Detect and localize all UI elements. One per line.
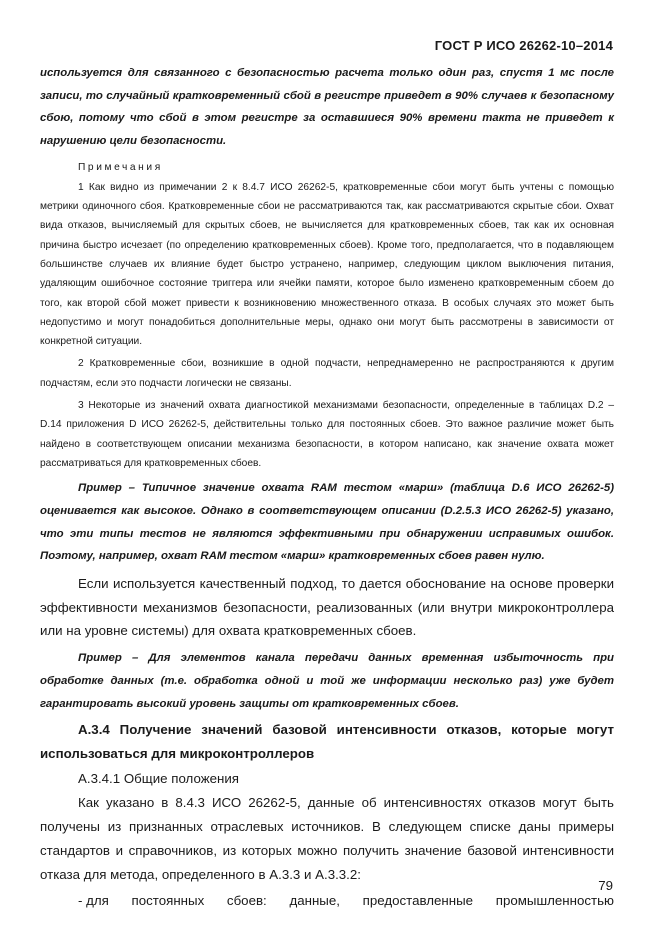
paragraph-sources: Как указано в 8.4.3 ИСО 26262-5, данные об интенсивностях отказов могут быть получены из признанных отраслевых источников. В следующем списке даны примеры стандартов и справочников, из которых можно получить значение базовой интенсивности отказа для метода, определенного в А.3.3 и А.3.3.2: [40, 795, 614, 882]
list-word: промышленностью [495, 893, 614, 909]
note-1: 1 Как видно из примечании 2 к 8.4.7 ИСО 26262-5, кратковременные сбои могут быть учтены с помощью метрики одиночного сбоя. Кратковременные сбои не рассматриваются так, как рассматриваются скрытые сбои. Охват вида отказов, вычисляемый для скрытых сбоев, не вычисляется для кратковременных сбоев, так как их основная причина быстро исчезает (по определению кратковременных сбоев). Кроме того, предполагается, что в подавляющем большинстве случаев их влияние будет быстро устранено, например, следующим циклом выключения питания, удаляющим ошибочное состояние триггера или ячейки памяти, которое было изменено кратковременным сбоем до того, как второй сбой может привести к возникновению множественного отказа. В особых случаях это может быть недопустимо и могут понадобиться дополнительные меры, однако они могут быть рассмотрены в зависимости от конкретной ситуации. [40, 181, 614, 348]
list-item-start [40, 889, 614, 913]
list-word: постоянных [131, 893, 205, 909]
example-1: Пример – Типичное значение охвата RAM тестом «марш» (таблица D.6 ИСО 26262-5) оценивается как высокое. Однако в соответствующем описании (D.2.5.3 ИСО 26262-5) указано, что эти типы тестов не являются эффективными при обнаружении исправимых ошибок. Поэтому, например, охват RAM тестом «марш» кратковременных сбоев равен нулю. [40, 482, 614, 563]
list-word: предоставленные [362, 893, 474, 909]
list-word: данные, [289, 893, 340, 909]
subsection-heading: А.3.4.1 Общие положения [78, 770, 239, 786]
example-2: Пример – Для элементов канала передачи данных временная избыточность при обработке данных (т.е. обработка одной и той же информации несколько раз) уже будет гарантировать высокий уровень защиты от кратковременных сбоев. [40, 652, 614, 710]
document-header: ГОСТ Р ИСО 26262-10–2014 [434, 38, 613, 53]
page-number: 79 [598, 878, 613, 893]
list-word: сбоев: [226, 893, 267, 909]
notes-heading: Примечания [78, 161, 163, 173]
list-word: - для [78, 893, 109, 909]
section-heading: А.3.4 Получение значений базовой интенсивности отказов, которые могут использоваться для микроконтроллеров [40, 722, 614, 761]
page-content [40, 62, 614, 913]
note-2: 2 Кратковременные сбои, возникшие в одной подчасти, непреднамеренно не распространяются к другим подчастям, если это подчасти логически не связаны. [40, 358, 614, 389]
note-3: 3 Некоторые из значений охвата диагностикой механизмами безопасности, определенные в таблицах D.2 – D.14 приложения D ИСО 26262-5, действительны только для постоянных сбоев. Это важное различие может быть найдено в соответствующем описании механизма безопасности, в котором написано, как значение охвата может рассматриваться для кратковременных сбоев. [40, 400, 614, 469]
paragraph-qualitative: Если используется качественный подход, то дается обоснование на основе проверки эффективности механизмов безопасности, реализованных (или внутри микроконтроллера или на уровне системы) для охвата кратковременных сбоев. [40, 576, 614, 639]
intro-italic-paragraph: используется для связанного с безопасностью расчета только один раз, спустя 1 мс после записи, то случайный кратковременный сбой в регистре приведет в 90% случаев к безопасному сбою, потому что сбой в этом регистре за оставшиеся 90% времени такта не приведет к нарушению цели безопасности. [40, 67, 614, 148]
